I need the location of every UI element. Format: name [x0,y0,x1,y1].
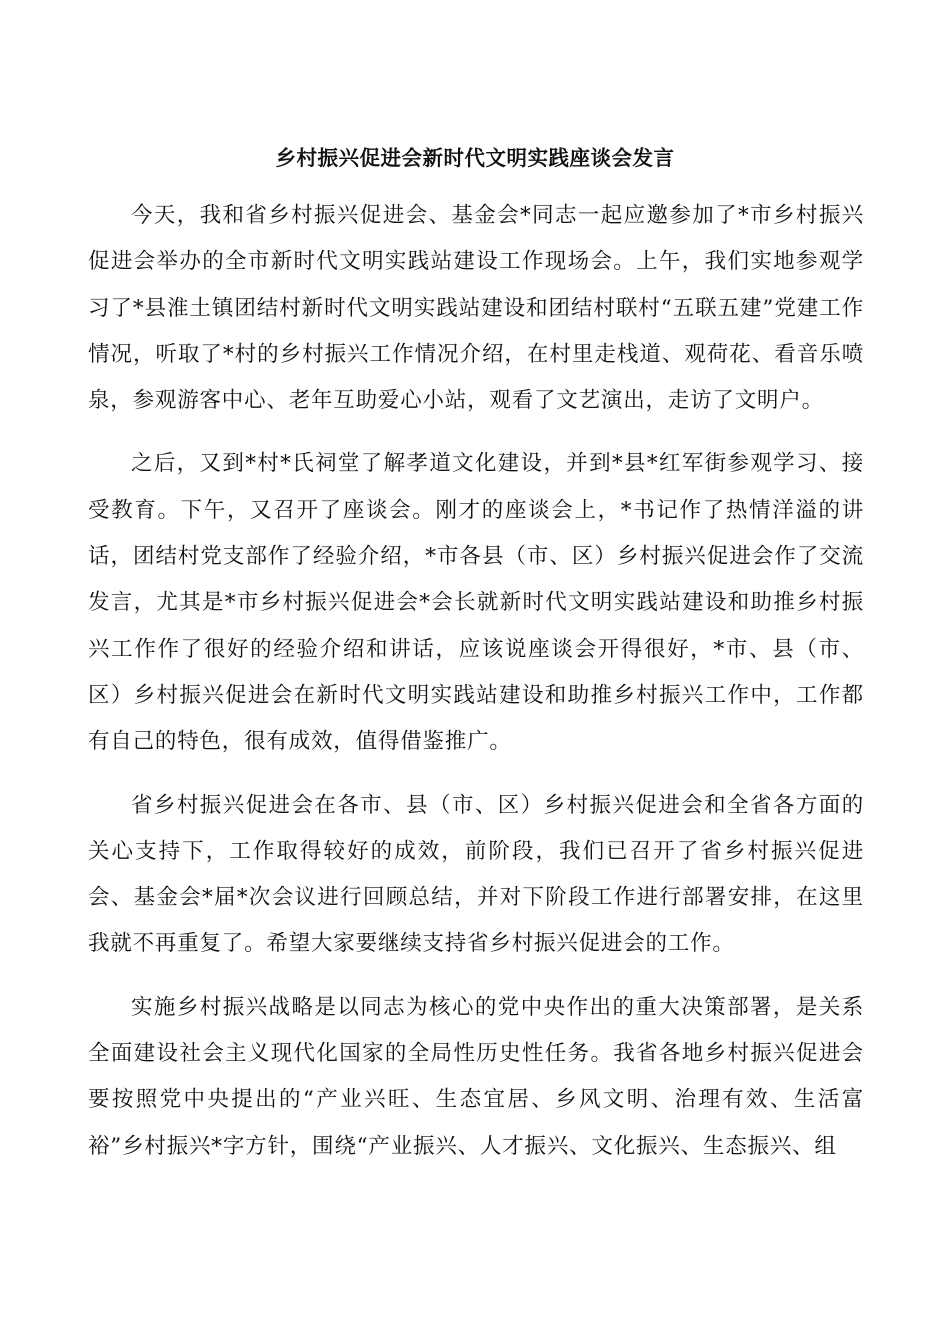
paragraph-4: 实施乡村振兴战略是以同志为核心的党中央作出的重大决策部署，是关系全面建设社会主义现代化国家的全局性历史性任务。我省各地乡村振兴促进会要按照党中央提出的“产业兴旺、生态宜居、乡风文明、治理有效、生活富裕”乡村振兴*字方针，围绕“产业振兴、人才振兴、文化振兴、生态振兴、组 [88,994,864,1159]
paragraph-3: 省乡村振兴促进会在各市、县（市、区）乡村振兴促进会和全省各方面的关心支持下，工作取得较好的成效，前阶段，我们已召开了省乡村振兴促进会、基金会*届*次会议进行回顾总结，并对下阶段工作进行部署安排，在这里我就不再重复了。希望大家要继续支持省乡村振兴促进会的工作。 [88,792,864,957]
document-body [88,193,864,1187]
paragraph-1: 今天，我和省乡村振兴促进会、基金会*同志一起应邀参加了*市乡村振兴促进会举办的全市新时代文明实践站建设工作现场会。上午，我们实地参观学习了*县淮土镇团结村新时代文明实践站建设和团结村联村“五联五建”党建工作情况，听取了*村的乡村振兴工作情况介绍，在村里走栈道、观荷花、看音乐喷泉，参观游客中心、老年互助爱心小站，观看了文艺演出，走访了文明户。 [88,203,864,414]
document-title: 乡村振兴促进会新时代文明实践座谈会发言 [275,146,675,170]
paragraph-2: 之后，又到*村*氏祠堂了解孝道文化建设，并到*县*红军街参观学习、接受教育。下午，又召开了座谈会。刚才的座谈会上，*书记作了热情洋溢的讲话，团结村党支部作了经验介绍，*市各县（市、区）乡村振兴促进会作了交流发言，尤其是*市乡村振兴促进会*会长就新时代文明实践站建设和助推乡村振兴工作作了很好的经验介绍和讲话，应该说座谈会开得很好，*市、县（市、区）乡村振兴促进会在新时代文明实践站建设和助推乡村振兴工作中，工作都有自己的特色，很有成效，值得借鉴推广。 [88,451,864,755]
